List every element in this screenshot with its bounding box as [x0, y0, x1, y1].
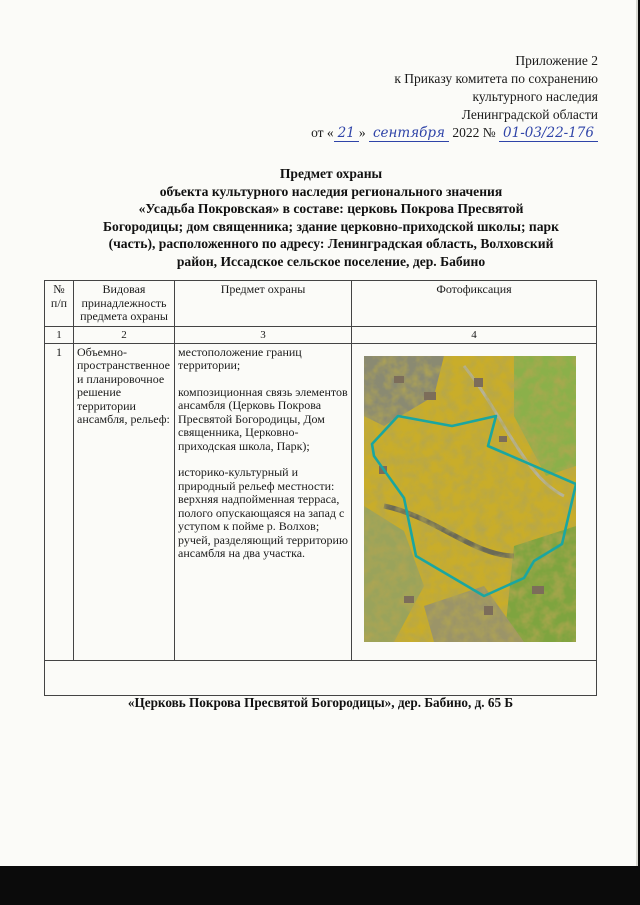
row-subject	[175, 343, 352, 660]
appendix-line: Ленинградской области	[461, 107, 598, 122]
photo-cell	[352, 343, 597, 660]
subject-paragraph: историко-культурный и природный рельеф местности: верхняя надпойменная терраса, полого опускающаяся на запад с уступом к пойме р. Волхов; ручей, разделяющий территорию ансамбля на два участка.	[178, 465, 348, 560]
title-line: район, Иссадское сельское поселение, дер. Бабино	[176, 253, 486, 269]
appendix-line: к Приказу комитета по сохранению	[394, 71, 598, 86]
header-type: Видовая принадлежность предмета охраны	[74, 281, 175, 327]
header-number: № п/п	[45, 281, 74, 327]
title-line: (часть), расположенного по адресу: Ленинградская область, Волховский	[108, 236, 554, 251]
index-cell: 2	[74, 326, 175, 343]
title-line: Предмет охраны	[279, 166, 383, 181]
table-row-empty	[45, 660, 597, 695]
header-photo: Фотофиксация	[352, 281, 597, 327]
aerial-photo	[364, 356, 576, 642]
section-caption: «Церковь Покрова Пресвятой Богородицы», дер. Бабино, д. 65 Б	[127, 695, 514, 710]
protection-table	[44, 280, 597, 696]
row-type: Объемно-пространственное и планировочное решение территории ансамбля, рельеф:	[74, 343, 175, 660]
index-cell: 1	[45, 326, 74, 343]
appendix-header	[258, 52, 598, 142]
index-cell: 3	[175, 326, 352, 343]
index-cell: 4	[352, 326, 597, 343]
table-header-row	[45, 281, 597, 327]
title-line: объекта культурного наследия регионального значения	[159, 183, 503, 199]
appendix-line: Приложение 2	[515, 53, 598, 68]
subject-paragraph: композиционная связь элементов ансамбля (Церковь Покрова Пресвятой Богородицы, Дом священника, Церковно-приходская школа, Парк);	[178, 384, 348, 453]
document-title	[66, 165, 596, 270]
date-day: 21	[334, 125, 359, 142]
date-year: 2022 №	[452, 125, 496, 140]
doc-number: 01-03/22-176	[499, 125, 598, 142]
table-row	[45, 343, 597, 660]
appendix-date-line	[258, 124, 598, 142]
table-index-row	[45, 326, 597, 343]
date-quote: »	[358, 125, 366, 140]
empty-cell	[45, 660, 597, 695]
row-number: 1	[45, 343, 74, 660]
title-line: «Усадьба Покровская» в составе: церковь Покрова Пресвятой	[138, 201, 524, 216]
header-subject: Предмет охраны	[175, 281, 352, 327]
date-month: сентября	[369, 125, 449, 142]
appendix-line: культурного наследия	[472, 89, 598, 104]
title-line: Богородицы; дом священника; здание церковно-приходской школы; парк	[103, 218, 559, 234]
date-prefix: от «	[311, 125, 334, 140]
subject-paragraph: местоположение границ территории;	[178, 344, 302, 372]
